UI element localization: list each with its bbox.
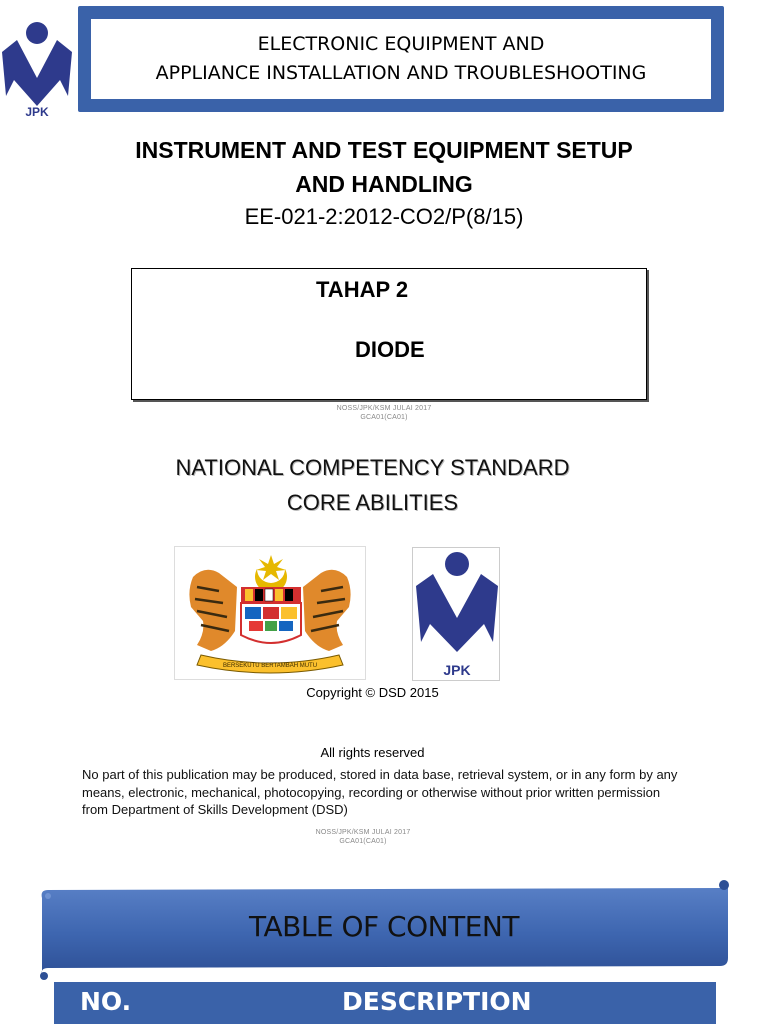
malaysia-coat-of-arms-icon	[175, 547, 365, 679]
logo-text: JPK	[25, 105, 49, 119]
header-line-2: APPLIANCE INSTALLATION AND TROUBLESHOOTING	[155, 62, 647, 84]
ncs-title-line-2: CORE ABILITIES	[286, 490, 459, 515]
footer-note-2	[0, 828, 726, 846]
footer-note-1-line-2: GCA01(CA01)	[360, 414, 408, 421]
logo-text: JPK	[443, 662, 471, 678]
coat-of-arms-frame	[174, 546, 366, 680]
footer-note-2-line-2: GCA01(CA01)	[339, 838, 387, 845]
crest-motto: BERSEKUTU BERTAMBAH MUTU	[222, 663, 318, 669]
ncs-title-line-1: NATIONAL COMPETENCY STANDARD	[175, 455, 570, 480]
footer-note-2-line-1: NOSS/JPK/KSM JULAI 2017	[315, 829, 411, 836]
document-title-line-2: AND HANDLING	[295, 171, 473, 197]
header-title-box	[90, 18, 712, 100]
level-topic: DIODE	[355, 337, 425, 362]
level-box	[131, 268, 647, 400]
toc-column-header	[54, 982, 716, 1024]
document-title-line-1: INSTRUMENT AND TEST EQUIPMENT SETUP	[135, 137, 633, 163]
rights-title: All rights reserved	[320, 745, 425, 760]
toc-title: TABLE OF CONTENT	[249, 910, 519, 943]
rights-text: No part of this publication may be produced, stored in data base, retrieval system, or in any form by any means, electronic, mechanical, photocopying, recording or otherwise without prior written permission from Department of Skills Development (DSD)	[82, 767, 678, 817]
header-line-1: ELECTRONIC EQUIPMENT AND	[257, 33, 545, 55]
copyright-text: Copyright © DSD 2015	[306, 685, 439, 700]
footer-note-1	[0, 404, 768, 422]
footer-note-1-line-1: NOSS/JPK/KSM JULAI 2017	[336, 405, 432, 412]
header-banner	[78, 6, 724, 112]
jpk-logo-icon	[413, 548, 499, 680]
toc-column-description: DESCRIPTION	[342, 987, 532, 1016]
toc-column-no: NO.	[80, 987, 132, 1016]
jpk-logo-frame	[412, 547, 500, 681]
document-code: EE-021-2:2012-CO2/P(8/15)	[244, 204, 524, 229]
level-label: TAHAP 2	[316, 277, 409, 302]
jpk-logo-icon	[0, 10, 76, 120]
